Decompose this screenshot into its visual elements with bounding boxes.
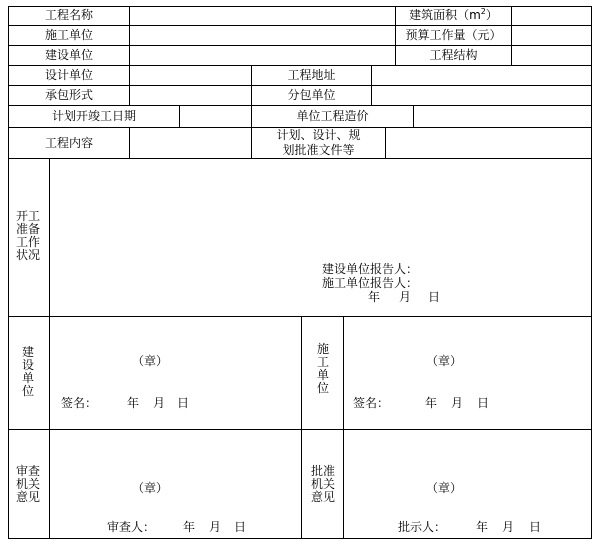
grid-line bbox=[129, 127, 130, 158]
approval-org-label: 批准机关意见 bbox=[310, 464, 335, 504]
grid-line bbox=[8, 25, 592, 26]
grid-line bbox=[8, 105, 592, 106]
grid-line bbox=[385, 127, 386, 158]
project-name-label: 工程名称 bbox=[44, 8, 93, 22]
constructor-reporter-label: 施工单位报告人： bbox=[322, 276, 419, 290]
developer-sign-month: 月 bbox=[153, 396, 166, 410]
review-org-label: 审查机关意见 bbox=[15, 464, 40, 504]
grid-line bbox=[371, 65, 372, 105]
review-date-day: 日 bbox=[234, 520, 247, 534]
developer-unit-label: 建设单位 bbox=[44, 48, 93, 62]
grid-line bbox=[8, 6, 9, 539]
constructor-sign-day: 日 bbox=[477, 396, 490, 410]
project-address-label: 工程地址 bbox=[287, 68, 336, 82]
reviewer-label: 审查人： bbox=[107, 520, 156, 534]
grid-line bbox=[8, 158, 592, 159]
review-date-year: 年 bbox=[183, 520, 196, 534]
plan-docs-label-line2: 划批准文件等 bbox=[282, 143, 355, 157]
prep-date-year: 年 bbox=[368, 290, 381, 304]
grid-line bbox=[591, 6, 592, 539]
grid-line bbox=[8, 316, 592, 317]
developer-sign-day: 日 bbox=[177, 396, 190, 410]
constructor-seal: （章） bbox=[425, 354, 462, 368]
project-content-label: 工程内容 bbox=[44, 136, 93, 150]
grid-line bbox=[129, 65, 130, 105]
grid-line bbox=[301, 316, 302, 539]
prep-date-month: 月 bbox=[399, 290, 412, 304]
developer-sign-year: 年 bbox=[127, 396, 140, 410]
plan-docs-label-line1: 计划、设计、规 bbox=[276, 128, 361, 142]
developer-seal: （章） bbox=[131, 354, 168, 368]
unit-cost-label: 单位工程造价 bbox=[296, 109, 369, 123]
grid-line bbox=[343, 316, 344, 539]
subcontract-unit-label: 分包单位 bbox=[287, 88, 336, 102]
grid-line bbox=[8, 429, 592, 430]
contract-form-label: 承包形式 bbox=[44, 88, 93, 102]
project-structure-label: 工程结构 bbox=[429, 48, 478, 62]
grid-line bbox=[511, 6, 512, 65]
grid-line bbox=[8, 6, 592, 7]
grid-line bbox=[8, 65, 592, 66]
grid-line bbox=[413, 105, 414, 127]
developer-reporter-label: 建设单位报告人： bbox=[322, 262, 419, 276]
review-seal: （章） bbox=[131, 481, 168, 495]
budget-workload-label: 预算工作量（元） bbox=[405, 28, 502, 42]
constructor-sign-month: 月 bbox=[451, 396, 464, 410]
design-unit-label: 设计单位 bbox=[44, 68, 93, 82]
approval-date-day: 日 bbox=[529, 520, 542, 534]
construction-unit-label: 施工单位 bbox=[44, 28, 93, 42]
developer-unit-vertical-label: 建设单位 bbox=[21, 345, 34, 398]
grid-line bbox=[129, 6, 130, 65]
review-date-month: 月 bbox=[209, 520, 222, 534]
approval-date-year: 年 bbox=[476, 520, 489, 534]
grid-line bbox=[8, 85, 592, 86]
prep-date-day: 日 bbox=[428, 290, 441, 304]
constructor-signature-label: 签名： bbox=[353, 396, 390, 410]
prep-status-label: 开工准备工作状况 bbox=[15, 209, 40, 262]
grid-line bbox=[179, 105, 180, 127]
approval-seal: （章） bbox=[425, 481, 462, 495]
construction-unit-vertical-label: 施工单位 bbox=[316, 342, 329, 395]
grid-line bbox=[8, 538, 592, 539]
constructor-sign-year: 年 bbox=[425, 396, 438, 410]
developer-signature-label: 签名： bbox=[61, 396, 98, 410]
building-area-label: 建筑面积$(m^2)$ bbox=[409, 7, 498, 22]
approval-date-month: 月 bbox=[502, 520, 515, 534]
schedule-dates-label: 计划开竣工日期 bbox=[51, 109, 136, 123]
approver-label: 批示人： bbox=[398, 520, 447, 534]
grid-line bbox=[8, 45, 592, 46]
